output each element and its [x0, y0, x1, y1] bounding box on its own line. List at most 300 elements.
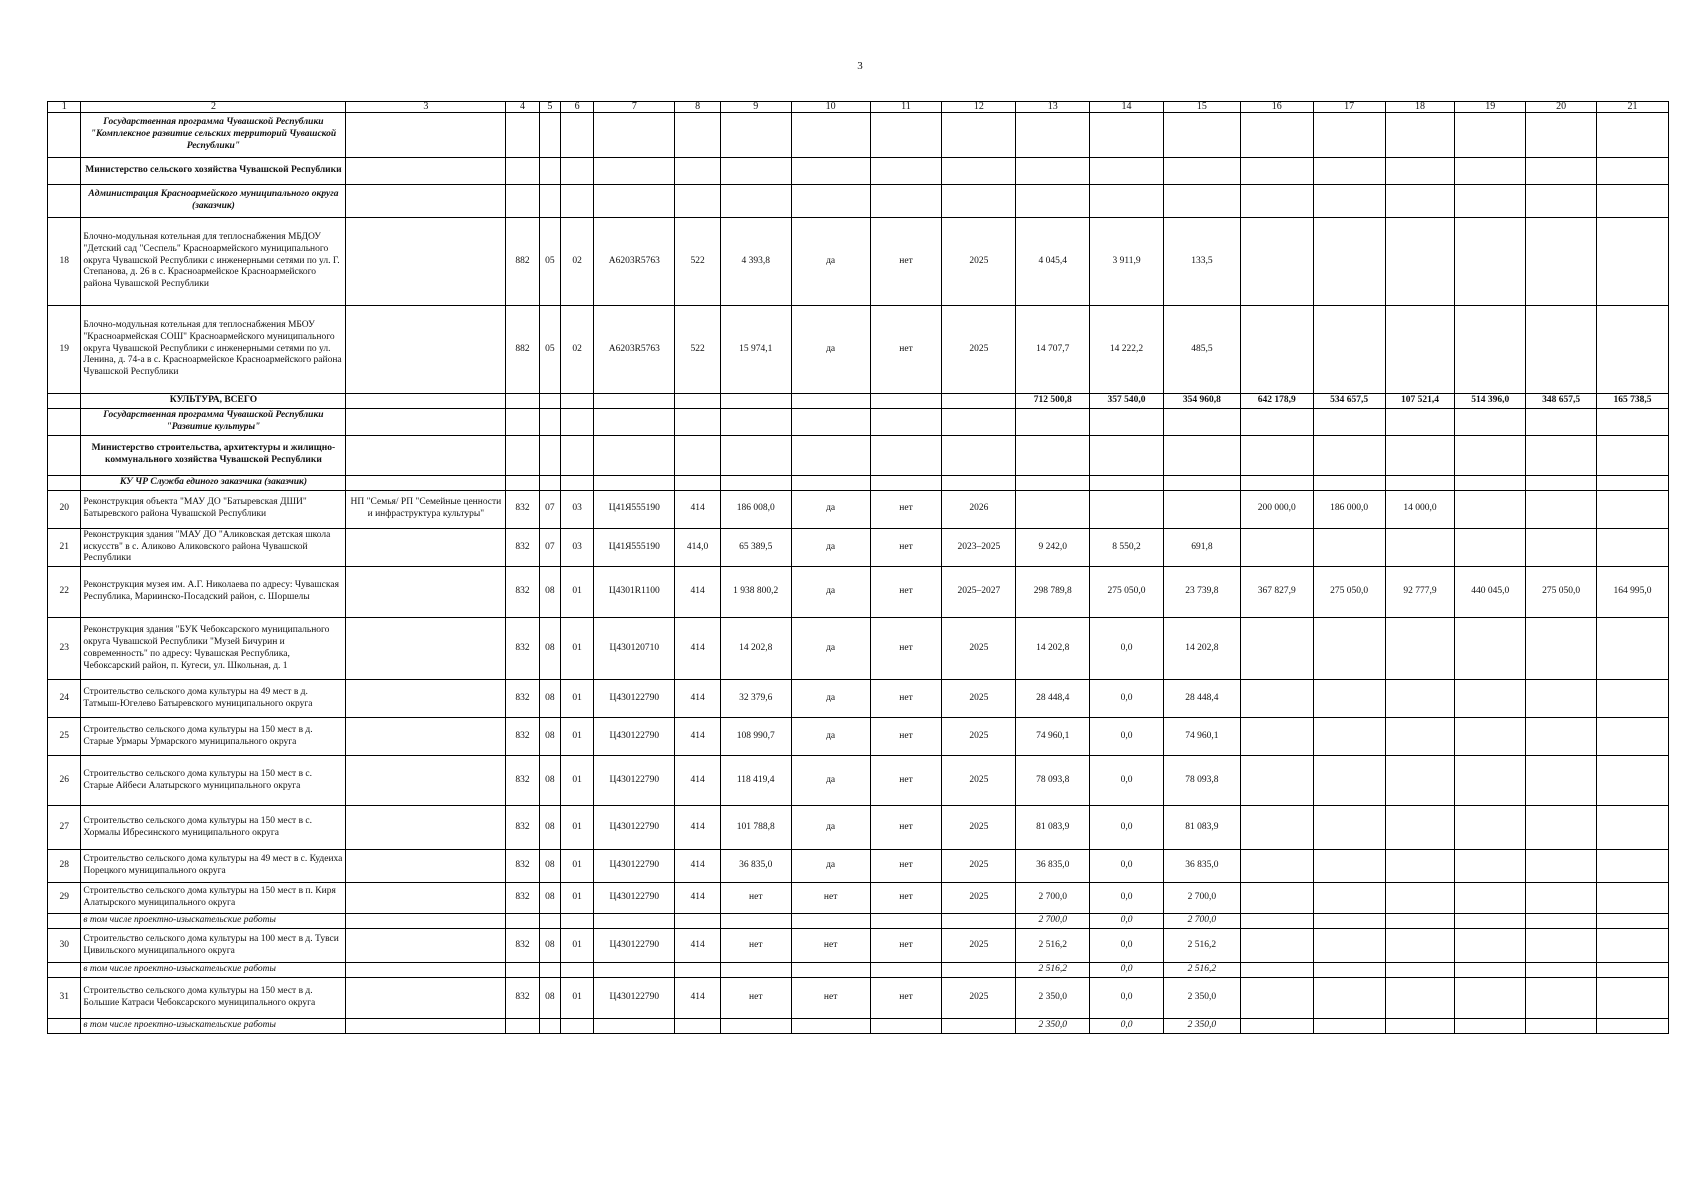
- cell-col-9: 32 379,6: [720, 680, 791, 718]
- cell-col-3: [346, 306, 506, 394]
- object-name: Государственная программа Чувашской Республики "Комплексное развитие сельских территорий Чувашской Республики": [81, 113, 346, 158]
- row-number: 18: [48, 218, 81, 306]
- cell-col-18: [1385, 113, 1455, 158]
- cell-col-17: [1313, 218, 1385, 306]
- column-number-14: 14: [1090, 102, 1164, 113]
- cell-col-16: [1240, 218, 1313, 306]
- cell-col-12: 2025: [942, 618, 1016, 680]
- cell-col-17: 186 000,0: [1313, 490, 1385, 528]
- cell-col-20: 348 657,5: [1526, 394, 1597, 409]
- section-row: [48, 435, 1669, 475]
- row-number: 23: [48, 618, 81, 680]
- cell-col-3: [346, 618, 506, 680]
- cell-col-11: нет: [870, 756, 942, 806]
- cell-col-21: [1597, 1019, 1669, 1034]
- row-number: [48, 185, 81, 218]
- cell-col-7: [594, 435, 675, 475]
- cell-col-6: 01: [560, 929, 593, 963]
- cell-col-5: 08: [539, 806, 560, 850]
- cell-col-6: 01: [560, 680, 593, 718]
- cell-col-12: 2025: [942, 929, 1016, 963]
- cell-col-18: [1385, 528, 1455, 567]
- cell-col-6: [560, 914, 593, 929]
- cell-col-6: 01: [560, 618, 593, 680]
- cell-col-8: [675, 914, 721, 929]
- cell-col-6: 01: [560, 718, 593, 756]
- table-row: [48, 490, 1669, 528]
- cell-col-15: 78 093,8: [1163, 756, 1240, 806]
- cell-col-21: [1597, 218, 1669, 306]
- cell-col-10: нет: [791, 929, 870, 963]
- cell-col-3: [346, 756, 506, 806]
- cell-col-5: [539, 435, 560, 475]
- cell-col-19: [1455, 850, 1526, 883]
- cell-col-15: 485,5: [1163, 306, 1240, 394]
- cell-col-7: [594, 914, 675, 929]
- cell-col-12: [942, 914, 1016, 929]
- cell-col-12: 2025: [942, 756, 1016, 806]
- object-name: Блочно-модульная котельная для теплоснабжения МБДОУ "Детский сад "Сеспель" Красноармейского муниципального округа Чувашской Республики с инженерными сетями по ул. Г. Степанова, д. 26 в с. Красноармейское Красноармейского района Чувашской Республики: [81, 218, 346, 306]
- row-number: [48, 475, 81, 490]
- cell-col-5: 08: [539, 929, 560, 963]
- cell-col-20: [1526, 218, 1597, 306]
- column-number-13: 13: [1016, 102, 1090, 113]
- cell-col-8: 414: [675, 718, 721, 756]
- cell-col-20: [1526, 914, 1597, 929]
- cell-col-3: [346, 963, 506, 978]
- table-row: [48, 567, 1669, 618]
- cell-col-5: [539, 158, 560, 185]
- cell-col-4: [506, 963, 539, 978]
- cell-col-5: 08: [539, 756, 560, 806]
- cell-col-21: [1597, 850, 1669, 883]
- cell-col-21: [1597, 475, 1669, 490]
- cell-col-4: [506, 185, 539, 218]
- cell-col-17: [1313, 718, 1385, 756]
- cell-col-16: [1240, 756, 1313, 806]
- cell-col-18: [1385, 718, 1455, 756]
- cell-col-7: [594, 394, 675, 409]
- cell-col-17: [1313, 618, 1385, 680]
- column-number-16: 16: [1240, 102, 1313, 113]
- cell-col-9: нет: [720, 978, 791, 1019]
- cell-col-20: [1526, 475, 1597, 490]
- cell-col-3: [346, 718, 506, 756]
- cell-col-16: [1240, 409, 1313, 436]
- cell-col-13: [1016, 185, 1090, 218]
- cell-col-14: 0,0: [1090, 618, 1164, 680]
- column-number-row: [48, 102, 1669, 113]
- cell-col-9: 4 393,8: [720, 218, 791, 306]
- cell-col-16: [1240, 475, 1313, 490]
- cell-col-9: [720, 394, 791, 409]
- cell-col-8: [675, 435, 721, 475]
- cell-col-19: [1455, 490, 1526, 528]
- cell-col-10: да: [791, 490, 870, 528]
- cell-col-16: 200 000,0: [1240, 490, 1313, 528]
- cell-col-15: 14 202,8: [1163, 618, 1240, 680]
- cell-col-6: 01: [560, 806, 593, 850]
- cell-col-15: [1163, 409, 1240, 436]
- cell-col-15: 2 350,0: [1163, 1019, 1240, 1034]
- cell-col-6: 01: [560, 978, 593, 1019]
- cell-col-18: [1385, 158, 1455, 185]
- column-number-3: 3: [346, 102, 506, 113]
- object-name: в том числе проектно-изыскательские работы: [81, 963, 346, 978]
- cell-col-4: [506, 914, 539, 929]
- cell-col-14: [1090, 435, 1164, 475]
- cell-col-18: [1385, 306, 1455, 394]
- table-row: [48, 528, 1669, 567]
- cell-col-11: нет: [870, 806, 942, 850]
- cell-col-21: [1597, 409, 1669, 436]
- cell-col-18: 14 000,0: [1385, 490, 1455, 528]
- cell-col-17: 534 657,5: [1313, 394, 1385, 409]
- cell-col-11: нет: [870, 567, 942, 618]
- cell-col-7: [594, 158, 675, 185]
- cell-col-5: [539, 409, 560, 436]
- cell-col-15: 691,8: [1163, 528, 1240, 567]
- cell-col-17: 275 050,0: [1313, 567, 1385, 618]
- cell-col-13: [1016, 409, 1090, 436]
- cell-col-20: [1526, 963, 1597, 978]
- cell-col-20: [1526, 618, 1597, 680]
- cell-col-7: А6203R5763: [594, 218, 675, 306]
- cell-col-15: 23 739,8: [1163, 567, 1240, 618]
- cell-col-17: [1313, 929, 1385, 963]
- cell-col-8: 414: [675, 850, 721, 883]
- cell-col-4: 832: [506, 756, 539, 806]
- cell-col-3: [346, 158, 506, 185]
- column-number-5: 5: [539, 102, 560, 113]
- cell-col-20: 275 050,0: [1526, 567, 1597, 618]
- cell-col-3: [346, 394, 506, 409]
- cell-col-8: [675, 409, 721, 436]
- cell-col-3: [346, 680, 506, 718]
- cell-col-16: [1240, 914, 1313, 929]
- cell-col-9: 118 419,4: [720, 756, 791, 806]
- object-name: Реконструкция здания "БУК Чебоксарского муниципального округа Чувашской Республики "Музей Бичурин и современность" по адресу: Чувашская Республика, Чебоксарский район, п. Кугеси, ул. Школьная, д. 1: [81, 618, 346, 680]
- cell-col-5: 07: [539, 528, 560, 567]
- page-number: 3: [857, 60, 863, 72]
- cell-col-17: [1313, 963, 1385, 978]
- cell-col-21: [1597, 978, 1669, 1019]
- cell-col-12: [942, 409, 1016, 436]
- cell-col-16: [1240, 435, 1313, 475]
- cell-col-3: НП "Семья/ РП "Семейные ценности и инфраструктура культуры": [346, 490, 506, 528]
- cell-col-4: 832: [506, 567, 539, 618]
- cell-col-11: [870, 394, 942, 409]
- object-name: Администрация Красноармейского муниципального округа (заказчик): [81, 185, 346, 218]
- row-number: [48, 394, 81, 409]
- row-number: 19: [48, 306, 81, 394]
- cell-col-14: [1090, 409, 1164, 436]
- cell-col-18: [1385, 618, 1455, 680]
- cell-col-21: [1597, 883, 1669, 914]
- cell-col-13: 74 960,1: [1016, 718, 1090, 756]
- cell-col-15: [1163, 185, 1240, 218]
- sub-row: [48, 1019, 1669, 1034]
- object-name: Строительство сельского дома культуры на 49 мест в д. Татмыш-Югелево Батыревского муниципального округа: [81, 680, 346, 718]
- cell-col-18: [1385, 185, 1455, 218]
- table-row: [48, 718, 1669, 756]
- cell-col-15: 2 350,0: [1163, 978, 1240, 1019]
- cell-col-18: 92 777,9: [1385, 567, 1455, 618]
- cell-col-19: [1455, 718, 1526, 756]
- cell-col-11: [870, 158, 942, 185]
- cell-col-18: [1385, 680, 1455, 718]
- cell-col-14: 0,0: [1090, 914, 1164, 929]
- cell-col-5: [539, 914, 560, 929]
- cell-col-15: 74 960,1: [1163, 718, 1240, 756]
- cell-col-14: [1090, 185, 1164, 218]
- cell-col-4: 882: [506, 306, 539, 394]
- cell-col-9: 1 938 800,2: [720, 567, 791, 618]
- table-row: [48, 680, 1669, 718]
- cell-col-13: 36 835,0: [1016, 850, 1090, 883]
- cell-col-19: [1455, 475, 1526, 490]
- cell-col-16: [1240, 883, 1313, 914]
- cell-col-7: Ц41Я555190: [594, 528, 675, 567]
- cell-col-12: [942, 435, 1016, 475]
- cell-col-20: [1526, 929, 1597, 963]
- cell-col-7: [594, 1019, 675, 1034]
- cell-col-12: [942, 1019, 1016, 1034]
- cell-col-12: 2025–2027: [942, 567, 1016, 618]
- cell-col-12: 2023–2025: [942, 528, 1016, 567]
- cell-col-7: Ц430122790: [594, 883, 675, 914]
- cell-col-14: 14 222,2: [1090, 306, 1164, 394]
- cell-col-3: [346, 185, 506, 218]
- cell-col-9: 186 008,0: [720, 490, 791, 528]
- cell-col-11: [870, 1019, 942, 1034]
- cell-col-19: [1455, 978, 1526, 1019]
- cell-col-19: 440 045,0: [1455, 567, 1526, 618]
- cell-col-11: нет: [870, 528, 942, 567]
- cell-col-17: [1313, 756, 1385, 806]
- cell-col-18: [1385, 435, 1455, 475]
- cell-col-20: [1526, 978, 1597, 1019]
- cell-col-17: [1313, 914, 1385, 929]
- cell-col-18: [1385, 929, 1455, 963]
- table-row: [48, 806, 1669, 850]
- column-number-11: 11: [870, 102, 942, 113]
- cell-col-11: нет: [870, 680, 942, 718]
- cell-col-10: [791, 435, 870, 475]
- cell-col-7: Ц430122790: [594, 978, 675, 1019]
- cell-col-11: нет: [870, 718, 942, 756]
- cell-col-18: 107 521,4: [1385, 394, 1455, 409]
- cell-col-8: 414: [675, 680, 721, 718]
- cell-col-9: [720, 113, 791, 158]
- cell-col-8: 414: [675, 756, 721, 806]
- cell-col-19: [1455, 528, 1526, 567]
- cell-col-9: 65 389,5: [720, 528, 791, 567]
- cell-col-14: [1090, 158, 1164, 185]
- column-number-15: 15: [1163, 102, 1240, 113]
- cell-col-21: [1597, 756, 1669, 806]
- cell-col-15: 133,5: [1163, 218, 1240, 306]
- table-row: [48, 883, 1669, 914]
- cell-col-8: 414: [675, 929, 721, 963]
- cell-col-16: 367 827,9: [1240, 567, 1313, 618]
- cell-col-21: [1597, 963, 1669, 978]
- table-row: [48, 929, 1669, 963]
- cell-col-17: [1313, 806, 1385, 850]
- cell-col-20: [1526, 490, 1597, 528]
- cell-col-4: 832: [506, 490, 539, 528]
- object-name: в том числе проектно-изыскательские работы: [81, 914, 346, 929]
- cell-col-4: [506, 409, 539, 436]
- cell-col-10: да: [791, 306, 870, 394]
- column-number-2: 2: [81, 102, 346, 113]
- cell-col-8: 414: [675, 567, 721, 618]
- cell-col-7: Ц430122790: [594, 756, 675, 806]
- cell-col-14: 0,0: [1090, 978, 1164, 1019]
- row-number: 30: [48, 929, 81, 963]
- table-row: [48, 850, 1669, 883]
- cell-col-19: [1455, 806, 1526, 850]
- row-number: [48, 113, 81, 158]
- row-number: 21: [48, 528, 81, 567]
- column-number-6: 6: [560, 102, 593, 113]
- cell-col-19: [1455, 218, 1526, 306]
- cell-col-14: [1090, 475, 1164, 490]
- cell-col-3: [346, 929, 506, 963]
- object-name: Строительство сельского дома культуры на 150 мест в с. Хормалы Ибресинского муниципального округа: [81, 806, 346, 850]
- object-name: Строительство сельского дома культуры на 150 мест в п. Киря Алатырского муниципального округа: [81, 883, 346, 914]
- cell-col-15: 28 448,4: [1163, 680, 1240, 718]
- cell-col-15: 2 516,2: [1163, 963, 1240, 978]
- section-row: [48, 475, 1669, 490]
- cell-col-4: [506, 158, 539, 185]
- cell-col-13: [1016, 435, 1090, 475]
- cell-col-5: [539, 963, 560, 978]
- cell-col-10: да: [791, 528, 870, 567]
- cell-col-16: [1240, 929, 1313, 963]
- cell-col-11: нет: [870, 883, 942, 914]
- table-row: [48, 306, 1669, 394]
- cell-col-8: 414: [675, 618, 721, 680]
- cell-col-4: 832: [506, 718, 539, 756]
- cell-col-3: [346, 475, 506, 490]
- cell-col-14: 0,0: [1090, 680, 1164, 718]
- cell-col-21: 164 995,0: [1597, 567, 1669, 618]
- cell-col-3: [346, 409, 506, 436]
- cell-col-17: [1313, 680, 1385, 718]
- cell-col-4: 832: [506, 680, 539, 718]
- cell-col-4: 832: [506, 806, 539, 850]
- cell-col-13: 14 202,8: [1016, 618, 1090, 680]
- cell-col-10: [791, 113, 870, 158]
- cell-col-14: [1090, 113, 1164, 158]
- column-number-10: 10: [791, 102, 870, 113]
- object-name: КУ ЧР Служба единого заказчика (заказчик): [81, 475, 346, 490]
- cell-col-8: [675, 158, 721, 185]
- cell-col-9: [720, 409, 791, 436]
- cell-col-17: [1313, 113, 1385, 158]
- cell-col-17: [1313, 409, 1385, 436]
- cell-col-4: 882: [506, 218, 539, 306]
- cell-col-13: 78 093,8: [1016, 756, 1090, 806]
- cell-col-6: [560, 475, 593, 490]
- cell-col-8: [675, 1019, 721, 1034]
- cell-col-13: 2 516,2: [1016, 929, 1090, 963]
- cell-col-3: [346, 435, 506, 475]
- cell-col-14: 0,0: [1090, 883, 1164, 914]
- column-number-1: 1: [48, 102, 81, 113]
- cell-col-18: [1385, 409, 1455, 436]
- column-number-12: 12: [942, 102, 1016, 113]
- cell-col-20: [1526, 756, 1597, 806]
- row-number: 29: [48, 883, 81, 914]
- cell-col-19: [1455, 158, 1526, 185]
- cell-col-6: [560, 1019, 593, 1034]
- cell-col-12: [942, 394, 1016, 409]
- cell-col-7: Ц430122790: [594, 850, 675, 883]
- cell-col-20: [1526, 185, 1597, 218]
- cell-col-14: [1090, 490, 1164, 528]
- cell-col-3: [346, 883, 506, 914]
- cell-col-11: нет: [870, 306, 942, 394]
- cell-col-9: [720, 475, 791, 490]
- cell-col-14: 0,0: [1090, 929, 1164, 963]
- cell-col-9: [720, 435, 791, 475]
- cell-col-8: 522: [675, 218, 721, 306]
- cell-col-5: [539, 394, 560, 409]
- row-number: 28: [48, 850, 81, 883]
- cell-col-18: [1385, 475, 1455, 490]
- cell-col-5: [539, 113, 560, 158]
- cell-col-9: нет: [720, 883, 791, 914]
- cell-col-17: [1313, 1019, 1385, 1034]
- cell-col-19: [1455, 680, 1526, 718]
- cell-col-13: 2 350,0: [1016, 978, 1090, 1019]
- cell-col-10: да: [791, 567, 870, 618]
- cell-col-11: [870, 409, 942, 436]
- cell-col-7: Ц4301R1100: [594, 567, 675, 618]
- cell-col-6: 03: [560, 528, 593, 567]
- cell-col-7: [594, 185, 675, 218]
- cell-col-4: 832: [506, 618, 539, 680]
- object-name: Строительство сельского дома культуры на 150 мест в д. Большие Катраси Чебоксарского муниципального округа: [81, 978, 346, 1019]
- cell-col-20: [1526, 883, 1597, 914]
- cell-col-6: 01: [560, 850, 593, 883]
- row-number: [48, 963, 81, 978]
- cell-col-16: [1240, 718, 1313, 756]
- cell-col-14: 357 540,0: [1090, 394, 1164, 409]
- cell-col-11: [870, 113, 942, 158]
- cell-col-12: 2026: [942, 490, 1016, 528]
- cell-col-20: [1526, 306, 1597, 394]
- cell-col-14: 275 050,0: [1090, 567, 1164, 618]
- cell-col-3: [346, 528, 506, 567]
- cell-col-13: [1016, 158, 1090, 185]
- row-number: 27: [48, 806, 81, 850]
- cell-col-19: [1455, 914, 1526, 929]
- cell-col-14: 0,0: [1090, 1019, 1164, 1034]
- cell-col-4: [506, 113, 539, 158]
- column-number-20: 20: [1526, 102, 1597, 113]
- cell-col-16: [1240, 963, 1313, 978]
- cell-col-11: [870, 435, 942, 475]
- cell-col-4: 832: [506, 978, 539, 1019]
- column-number-17: 17: [1313, 102, 1385, 113]
- cell-col-16: [1240, 185, 1313, 218]
- cell-col-13: [1016, 490, 1090, 528]
- cell-col-9: 108 990,7: [720, 718, 791, 756]
- cell-col-19: [1455, 185, 1526, 218]
